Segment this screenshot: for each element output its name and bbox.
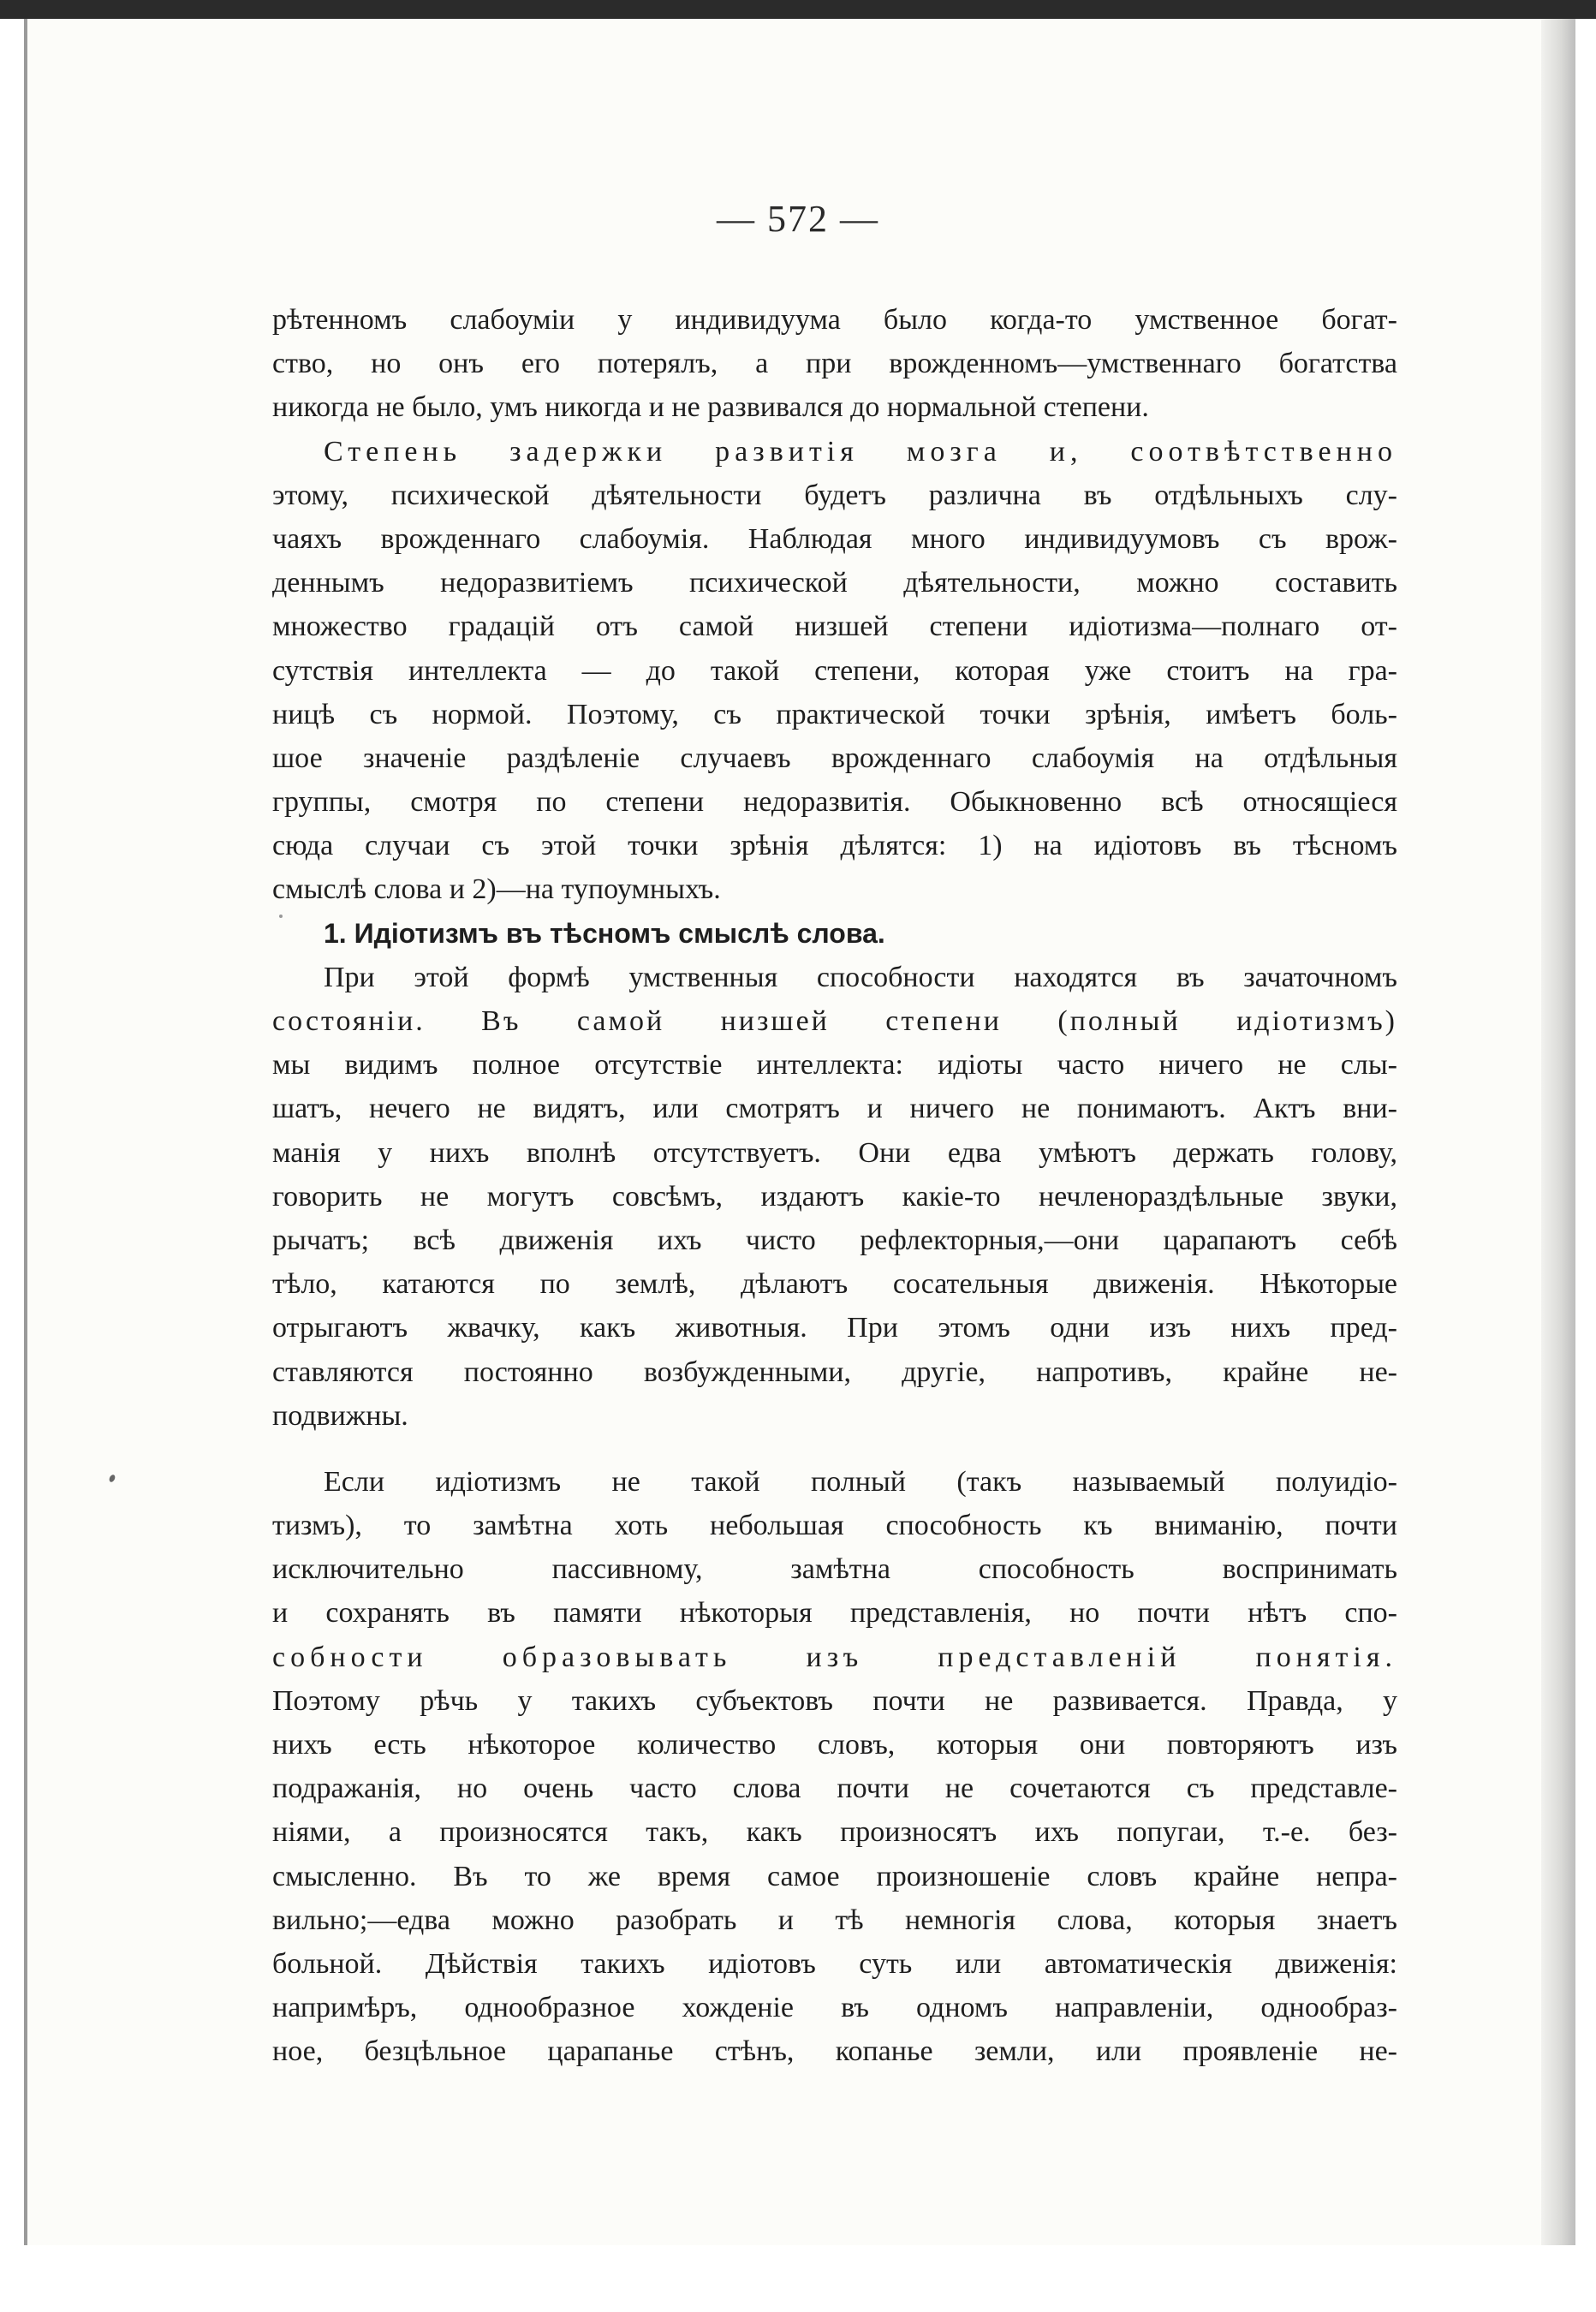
text-line: Если идiотизмъ не такой полный (такъ называемый полуидiо-: [324, 1465, 1397, 1498]
text-line: тѣло, катаются по землѣ, дѣлаютъ сосательныя движенiя. Нѣкоторые: [272, 1268, 1397, 1301]
text-line: Поэтому рѣчь у такихъ субъектовъ почти не развивается. Правда, у: [272, 1684, 1397, 1717]
page-right-shadow: [1541, 19, 1575, 2245]
text-line: мы видимъ полное отсутствiе интеллекта: идiоты часто ничего не слы-: [272, 1049, 1397, 1082]
text-line: рычатъ; всѣ движенiя ихъ чисто рефлекторныя,—они царапаютъ себѣ: [272, 1224, 1397, 1256]
text-line: сюда случаи съ этой точки зрѣнiя дѣлятся: 1) на идiотовъ въ тѣсномъ: [272, 830, 1397, 862]
text-line: говорить не могутъ совсѣмъ, издаютъ какiе-то нечленораздѣльные звуки,: [272, 1180, 1397, 1213]
text-line: больной. Дѣйствiя такихъ идiотовъ суть или автоматическiя движенiя:: [272, 1947, 1397, 1980]
text-line: При этой формѣ умственныя способности находятся въ зачаточномъ: [324, 961, 1397, 993]
scan-speck: [279, 915, 283, 918]
text-line: шое значенiе раздѣленiе случаевъ врожденнаго слабоумiя на отдѣльныя: [272, 742, 1397, 774]
text-line: собности образовывать изъ представленiй понятiя.: [272, 1641, 1397, 1673]
text-line: состоянiи. Въ самой низшей степени (полный идiотизмъ): [272, 1005, 1397, 1037]
text-line: и сохранять въ памяти нѣкоторыя представленiя, но почти нѣтъ спо-: [272, 1597, 1397, 1630]
text-line: смысленно. Въ то же время самое произношенiе словъ крайне непра-: [272, 1860, 1397, 1892]
scanner-top-edge: [0, 0, 1596, 19]
text-line: исключительно пассивному, замѣтна способность воспринимать: [272, 1553, 1397, 1586]
text-line: подвижны.: [272, 1399, 408, 1432]
text-line: нихъ есть нѣкоторое количество словъ, которыя они повторяютъ изъ: [272, 1729, 1397, 1761]
text-line: этому, психической дѣятельности будетъ различна въ отдѣльныхъ слу-: [272, 479, 1397, 511]
text-line: ное, безцѣльное царапанье стѣнъ, копанье земли, или проявленiе не-: [272, 2035, 1397, 2068]
text-line: вильно;—едва можно разобрать и тѣ немногiя слова, которыя знаетъ: [272, 1904, 1397, 1936]
text-line: рѣтенномъ слабоумiи у индивидуума было когда-то умственное богат-: [272, 304, 1397, 336]
page-number: — 572 —: [717, 198, 879, 240]
text-line: никогда не было, умъ никогда и не развивался до нормальной степени.: [272, 391, 1149, 424]
text-line: чаяхъ врожденнаго слабоумiя. Наблюдая много индивидуумовъ съ врож-: [272, 522, 1397, 555]
text-line: ницѣ съ нормой. Поэтому, съ практической точки зрѣнiя, имѣетъ боль-: [272, 698, 1397, 730]
text-line: множество градацiй отъ самой низшей степени идiотизма—полнаго от-: [272, 611, 1397, 643]
text-line: группы, смотря по степени недоразвитiя. Обыкновенно всѣ относящiеся: [272, 786, 1397, 819]
text-line: ставляются постоянно возбужденными, другiе, напротивъ, крайне не-: [272, 1356, 1397, 1388]
text-line: шатъ, нечего не видятъ, или смотрятъ и ничего не понимаютъ. Актъ вни-: [272, 1093, 1397, 1125]
text-line: подражанiя, но очень часто слова почти не сочетаются съ представле-: [272, 1773, 1397, 1805]
text-line: манiя у нихъ вполнѣ отсутствуетъ. Они едва умѣютъ держать голову,: [272, 1136, 1397, 1169]
text-line: смыслѣ слова и 2)—на тупоумныхъ.: [272, 873, 721, 906]
text-line: тизмъ), то замѣтна хоть небольшая способность къ вниманiю, почти: [272, 1510, 1397, 1542]
body-text: [272, 298, 1397, 2074]
text-line: деннымъ недоразвитiемъ психической дѣятельности, можно составить: [272, 567, 1397, 599]
text-line: нiями, а произносятся такъ, какъ произносятъ ихъ попугаи, т.-е. без-: [272, 1816, 1397, 1849]
text-line: Степень задержки развитiя мозга и, соотвѣтственно: [324, 435, 1397, 468]
text-line: ство, но онъ его потерялъ, а при врожденномъ—умственнаго богатства: [272, 348, 1397, 380]
section-heading: 1. Идiотизмъ въ тѣсномъ смыслѣ слова.: [324, 917, 885, 949]
text-line: напримѣръ, однообразное хожденiе въ одномъ направленiи, однообраз-: [272, 1992, 1397, 2024]
text-line: сутствiя интеллекта — до такой степени, которая уже стоитъ на гра-: [272, 654, 1397, 687]
text-line: отрыгаютъ жвачку, какъ животныя. При этомъ одни изъ нихъ пред-: [272, 1312, 1397, 1344]
